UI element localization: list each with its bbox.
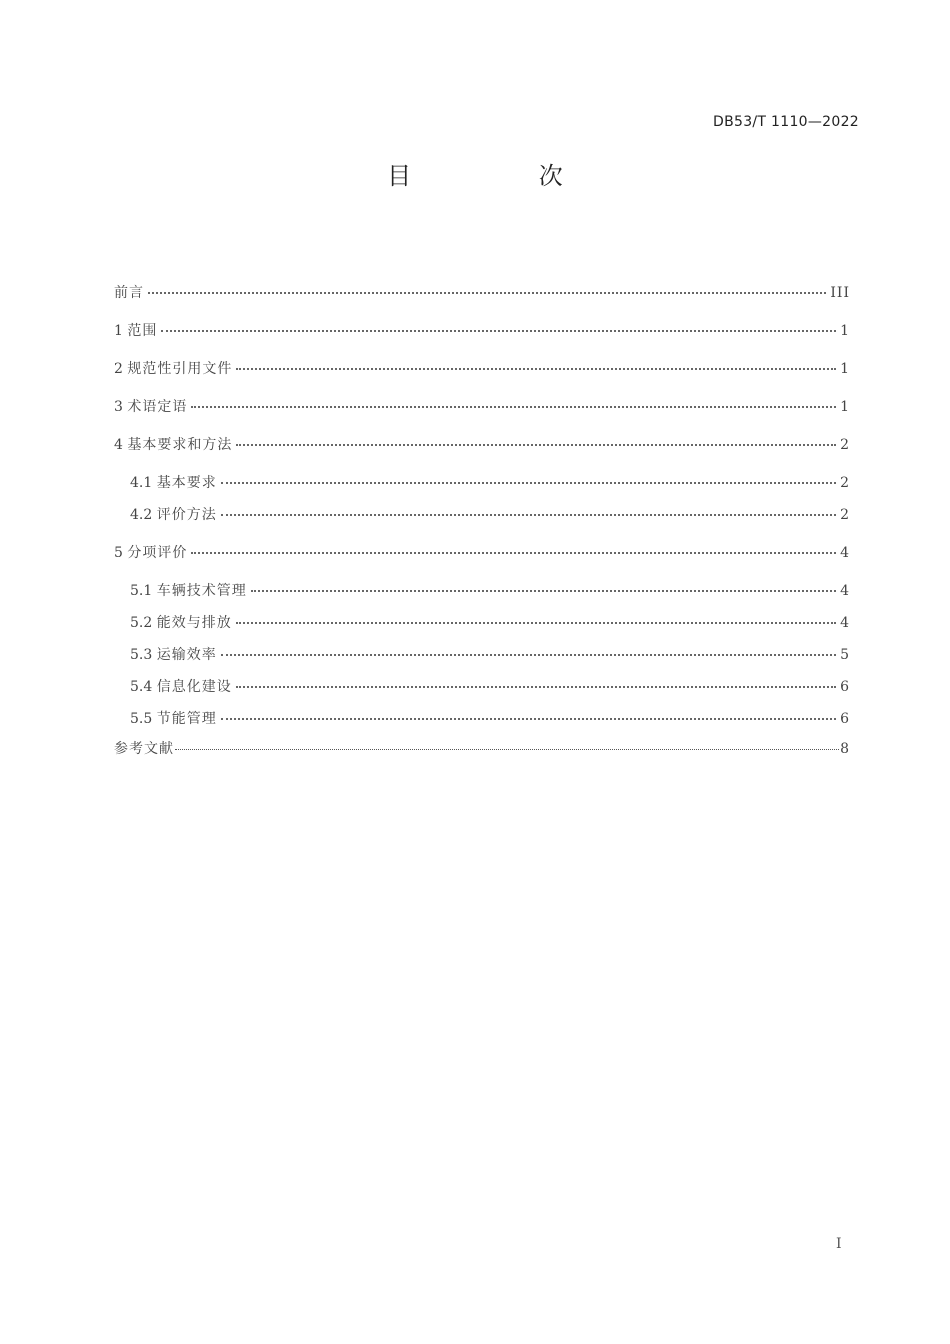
dot-leader bbox=[221, 654, 836, 656]
toc-entry-energy-saving-management[interactable] bbox=[130, 709, 850, 729]
dot-leader bbox=[236, 686, 836, 688]
toc-entry-page: 6 bbox=[840, 679, 850, 695]
toc-entry-terms[interactable] bbox=[114, 397, 850, 417]
toc-entry-vehicle-management[interactable] bbox=[130, 581, 850, 601]
toc-entry-page: 4 bbox=[840, 615, 850, 631]
toc-entry-page: 1 bbox=[840, 399, 850, 415]
toc-entry-page: 2 bbox=[840, 507, 850, 523]
dot-leader bbox=[191, 406, 836, 408]
toc-entry-label: 基本要求 bbox=[156, 475, 217, 491]
toc-entry-page: III bbox=[830, 285, 850, 301]
toc-entry-scope[interactable] bbox=[114, 321, 850, 341]
toc-entry-label: 节能管理 bbox=[156, 711, 217, 727]
toc-entry-label: 规范性引用文件 bbox=[127, 361, 233, 377]
toc-entry-number: 4 bbox=[114, 437, 128, 453]
toc-entry-page: 2 bbox=[840, 437, 850, 453]
toc-entry-number: 5 bbox=[114, 545, 128, 561]
dot-leader bbox=[221, 514, 836, 516]
toc-entry-page: 1 bbox=[840, 323, 850, 339]
dot-leader bbox=[251, 590, 836, 592]
toc-entry-page: 1 bbox=[840, 361, 850, 377]
page-number: I bbox=[836, 1236, 842, 1252]
toc-entry-label: 术语定语 bbox=[127, 399, 188, 415]
dot-leader bbox=[236, 368, 836, 370]
document-code: DB53/T 1110—2022 bbox=[713, 114, 859, 130]
toc-entry-page: 2 bbox=[840, 475, 850, 491]
dot-leader bbox=[221, 718, 836, 720]
dot-leader bbox=[191, 552, 836, 554]
toc-entry-bibliography[interactable] bbox=[114, 739, 850, 759]
toc-entry-label: 能效与排放 bbox=[156, 615, 232, 631]
toc-entry-energy-emissions[interactable] bbox=[130, 613, 850, 633]
toc-entry-basic-requirements[interactable] bbox=[130, 473, 850, 493]
toc-entry-basic-requirements-methods[interactable] bbox=[114, 435, 850, 455]
dot-leader bbox=[221, 482, 836, 484]
toc-entry-informatization[interactable] bbox=[130, 677, 850, 697]
toc-entry-itemized-evaluation[interactable] bbox=[114, 543, 850, 563]
toc-entry-label: 前言 bbox=[114, 285, 144, 301]
toc-entry-page: 4 bbox=[840, 583, 850, 599]
toc-entry-number: 5.2 bbox=[130, 615, 157, 631]
dot-leader bbox=[148, 292, 826, 294]
toc-entry-label: 信息化建设 bbox=[156, 679, 232, 695]
toc-entry-label: 范围 bbox=[127, 323, 158, 339]
toc-entry-page: 4 bbox=[840, 545, 850, 561]
dot-leader bbox=[161, 330, 836, 332]
toc-entry-label: 评价方法 bbox=[156, 507, 217, 523]
toc-title: 目 次 bbox=[387, 162, 623, 190]
toc-entry-number: 5.3 bbox=[130, 647, 157, 663]
toc-entry-number: 4.2 bbox=[130, 507, 157, 523]
dot-leader bbox=[236, 444, 836, 446]
toc-entry-page: 8 bbox=[840, 741, 850, 757]
toc-entry-label: 分项评价 bbox=[127, 545, 188, 561]
toc-entry-page: 5 bbox=[840, 647, 850, 663]
toc-entry-label: 车辆技术管理 bbox=[156, 583, 247, 599]
toc-entry-number: 5.4 bbox=[130, 679, 157, 695]
toc-entry-foreword[interactable] bbox=[114, 283, 850, 303]
toc-entry-page: 6 bbox=[840, 711, 850, 727]
toc-entry-label: 参考文献 bbox=[114, 741, 174, 757]
toc-entry-number: 3 bbox=[114, 399, 128, 415]
toc-entry-label: 运输效率 bbox=[156, 647, 217, 663]
toc-entry-transport-efficiency[interactable] bbox=[130, 645, 850, 665]
toc-entry-number: 1 bbox=[114, 323, 128, 339]
toc-entry-evaluation-methods[interactable] bbox=[130, 505, 850, 525]
toc-entry-normative-references[interactable] bbox=[114, 359, 850, 379]
toc-entry-number: 2 bbox=[114, 361, 128, 377]
toc-entry-number: 5.5 bbox=[130, 711, 157, 727]
dot-leader bbox=[175, 749, 839, 750]
toc-entry-number: 5.1 bbox=[130, 583, 157, 599]
toc-entry-label: 基本要求和方法 bbox=[127, 437, 233, 453]
dot-leader bbox=[236, 622, 836, 624]
toc-entry-number: 4.1 bbox=[130, 475, 157, 491]
